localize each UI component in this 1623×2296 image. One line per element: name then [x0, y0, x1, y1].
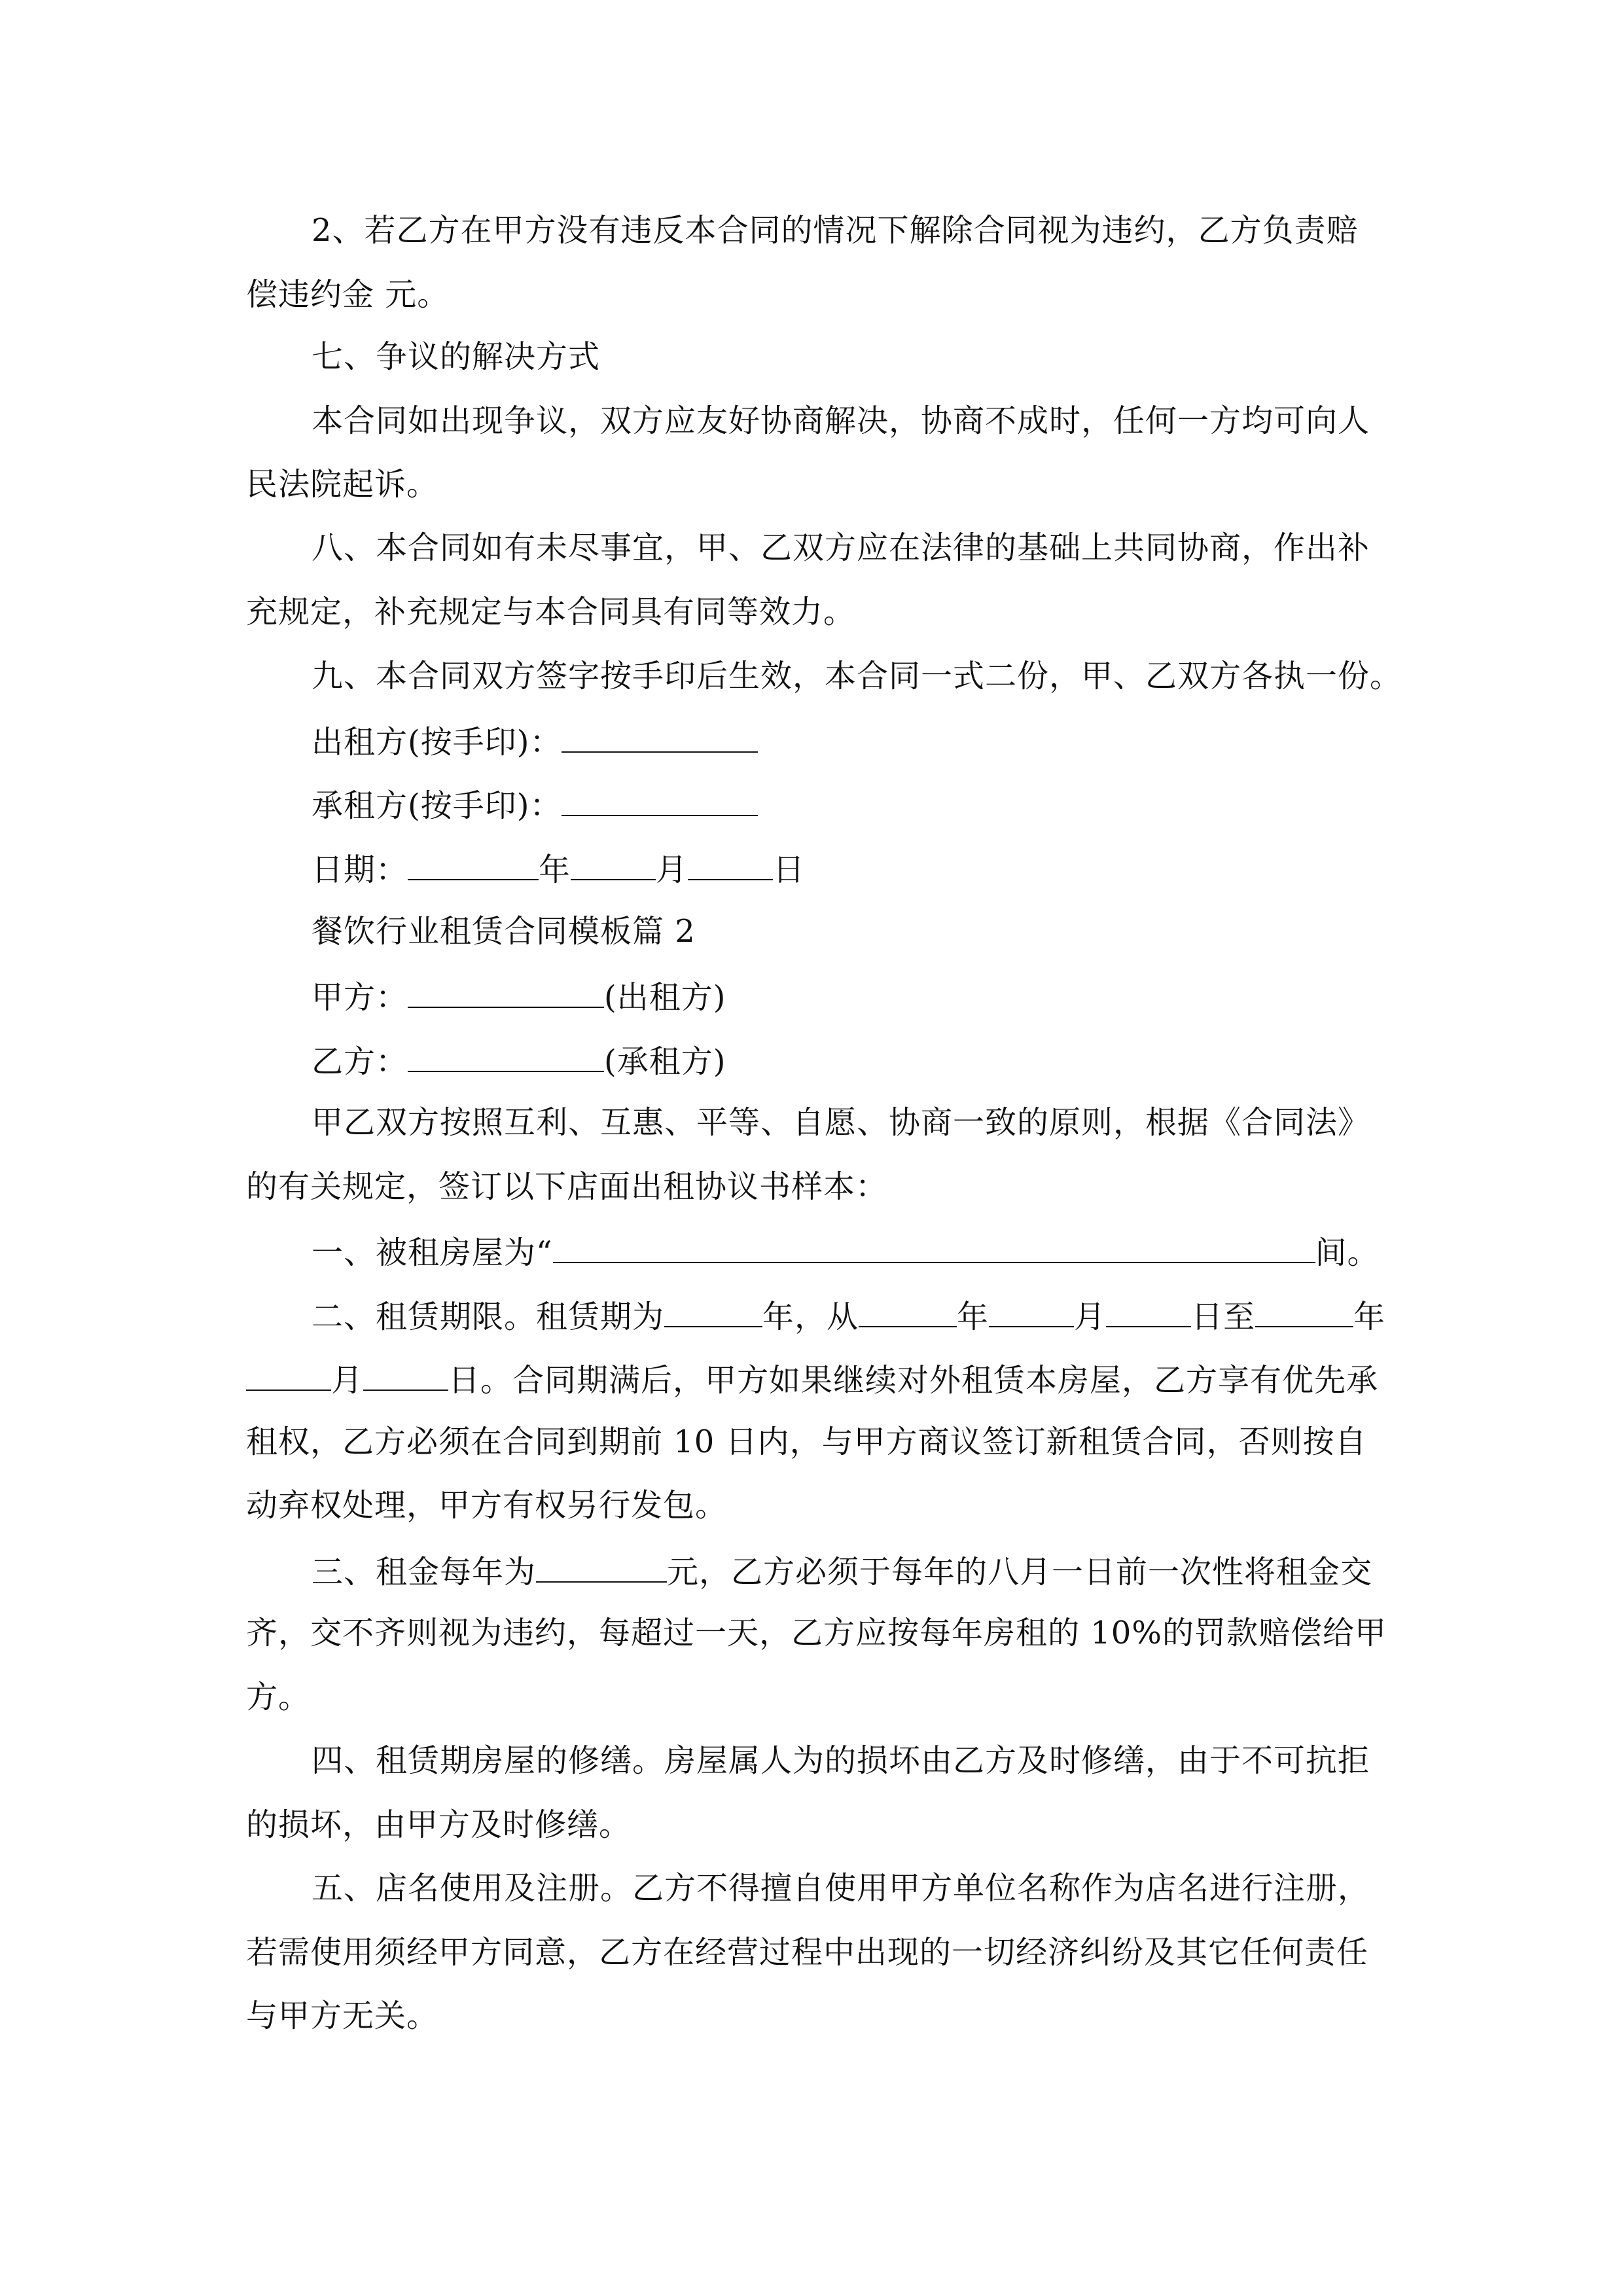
lease-term-label: 二、租赁期限。租赁期为 [312, 1299, 665, 1335]
para-line: 本合同如出现争议，双方应友好协商解决，协商不成时，任何一方均可向人 [312, 403, 1370, 439]
para-line: 甲乙双方按照互利、互惠、平等、自愿、协商一致的原则，根据《合同法》 [312, 1104, 1370, 1141]
party-a-line [312, 975, 1378, 1017]
day-blank[interactable] [688, 848, 773, 880]
party-a-role: (出租方) [604, 979, 726, 1016]
rent-text: 元，乙方必须于每年的八月一日前一次性将租金交 [667, 1554, 1373, 1590]
lessor-signature-line [312, 720, 1378, 762]
start-month-blank[interactable] [989, 1295, 1074, 1327]
end-month-blank[interactable] [246, 1358, 331, 1391]
year-blank[interactable] [408, 848, 539, 880]
start-day-blank[interactable] [1106, 1295, 1191, 1327]
lease-term-line [312, 1295, 1386, 1336]
para-line: 九、本合同双方签字按手印后生效，本合同一式二份，甲、乙双方各执一份。 [312, 658, 1402, 694]
para-line: 四、租赁期房屋的修缮。房屋属人为的损坏由乙方及时修缮，由于不可抗拒 [312, 1742, 1370, 1779]
month-blank[interactable] [571, 848, 656, 880]
month-unit: 月 [656, 852, 688, 888]
party-a-blank[interactable] [408, 975, 604, 1008]
end-year-unit: 年 [1353, 1299, 1386, 1335]
party-b-blank[interactable] [408, 1039, 604, 1072]
premises-unit: 间。 [1315, 1234, 1380, 1271]
para-line: 租权，乙方必须在合同到期前 10 日内，与甲方商议签订新租赁合同，否则按自 [246, 1424, 1367, 1460]
lessee-signature-blank[interactable] [562, 783, 758, 816]
end-month-unit: 月 [331, 1362, 364, 1399]
section-heading: 七、争议的解决方式 [312, 338, 601, 375]
start-month-unit: 月 [1074, 1299, 1107, 1335]
para-line: 齐，交不齐则视为违约，每超过一天，乙方应按每年房租的 10%的罚款赔偿给甲 [246, 1615, 1387, 1651]
party-b-label: 乙方： [312, 1043, 408, 1080]
lessor-signature-blank[interactable] [562, 720, 758, 753]
start-year-unit: 年 [957, 1299, 990, 1335]
para-line: 2、若乙方在甲方没有违反本合同的情况下解除合同视为违约，乙方负责赔 [312, 212, 1359, 249]
para-line: 八、本合同如有未尽事宜，甲、乙双方应在法律的基础上共同协商，作出补 [312, 529, 1370, 566]
para-line: 方。 [246, 1679, 311, 1715]
premises-line [312, 1230, 1378, 1272]
start-day-unit: 日至 [1191, 1299, 1256, 1335]
start-year-blank[interactable] [859, 1295, 957, 1327]
premises-blank[interactable] [553, 1230, 1315, 1263]
term-years-unit: 年，从 [762, 1299, 859, 1335]
para-line: 与甲方无关。 [246, 1998, 439, 2034]
lessor-label: 出租方(按手印)： [312, 724, 562, 761]
day-unit: 日 [773, 852, 806, 888]
rent-amount-blank[interactable] [536, 1550, 667, 1583]
lessee-label: 承租方(按手印)： [312, 787, 562, 824]
para-line: 若需使用须经甲方同意，乙方在经营过程中出现的一切经济纠纷及其它任何责任 [246, 1934, 1369, 1971]
date-line [312, 848, 1378, 889]
lease-term-line-2 [246, 1358, 1378, 1400]
para-line: 动弃权处理，甲方有权另行发包。 [246, 1487, 728, 1524]
section-title: 餐饮行业租赁合同模板篇 2 [312, 913, 696, 950]
para-line: 民法院起诉。 [246, 466, 439, 503]
party-a-label: 甲方： [312, 979, 408, 1016]
end-day-blank[interactable] [363, 1358, 448, 1391]
date-label: 日期： [312, 852, 408, 888]
para-line: 偿违约金 元。 [246, 276, 450, 313]
rent-label: 三、租金每年为 [312, 1554, 537, 1590]
end-day-text: 日。合同期满后，甲方如果继续对外租赁本房屋，乙方享有优先承 [448, 1362, 1379, 1399]
rent-line [312, 1550, 1378, 1592]
end-year-blank[interactable] [1255, 1295, 1353, 1327]
party-b-line [312, 1039, 1378, 1081]
para-line: 的损坏，由甲方及时修缮。 [246, 1806, 632, 1843]
para-line: 五、店名使用及注册。乙方不得擅自使用甲方单位名称作为店名进行注册， [312, 1870, 1370, 1907]
para-line: 的有关规定，签订以下店面出租协议书样本： [246, 1168, 888, 1205]
premises-label: 一、被租房屋为“ [312, 1234, 553, 1271]
lessee-signature-line [312, 783, 1378, 825]
para-line: 充规定，补充规定与本合同具有同等效力。 [246, 594, 856, 630]
term-years-blank[interactable] [664, 1295, 762, 1327]
year-unit: 年 [539, 852, 571, 888]
party-b-role: (承租方) [604, 1043, 726, 1080]
